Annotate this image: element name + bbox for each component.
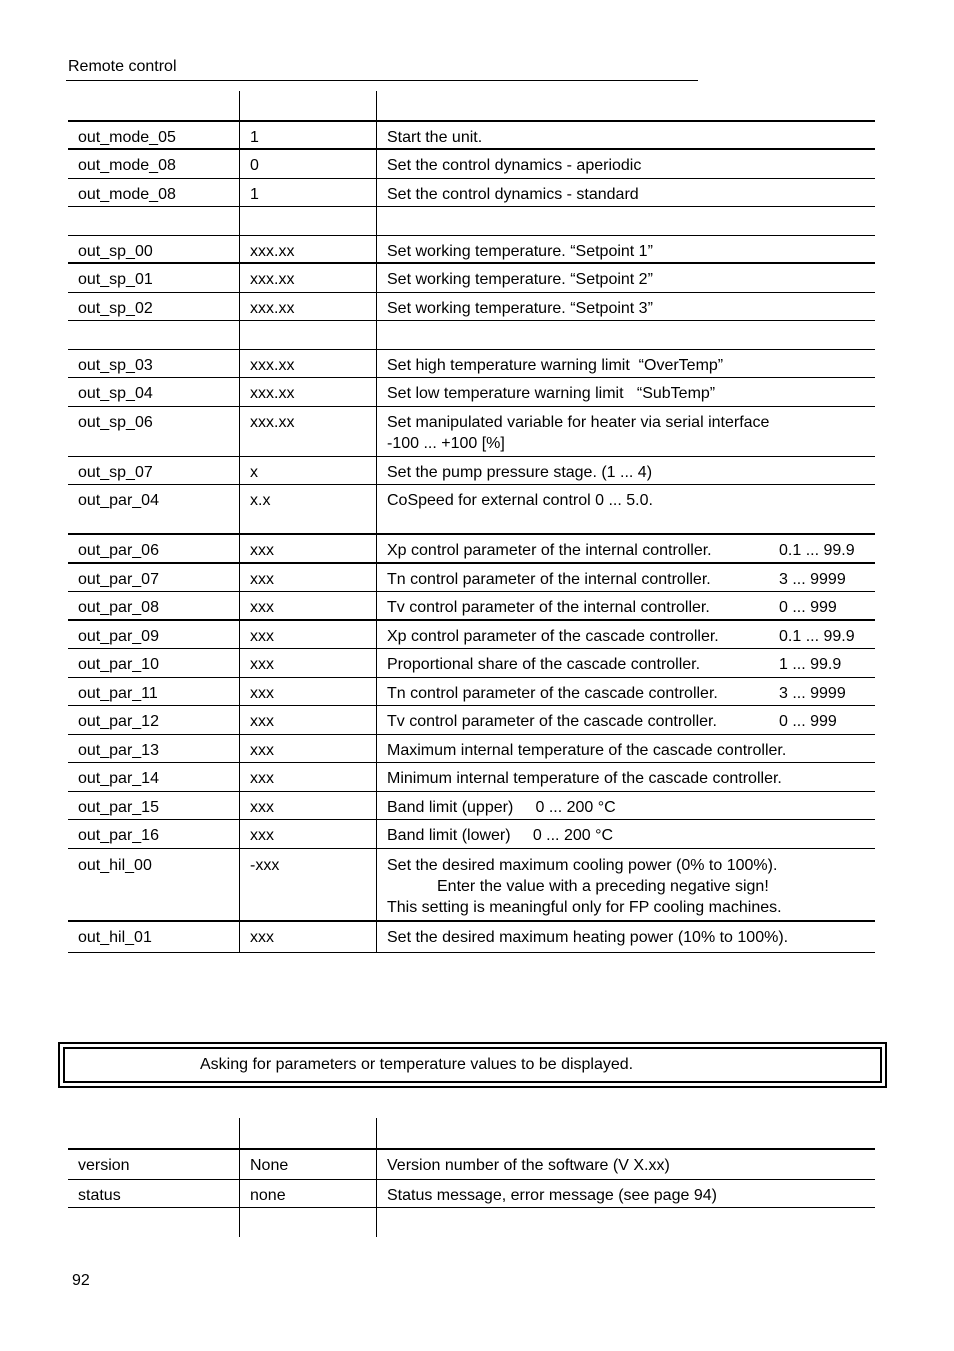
value-cell: xxx bbox=[239, 820, 376, 848]
command-cell: out_sp_02 bbox=[78, 300, 153, 317]
command-table bbox=[68, 91, 875, 953]
description-cell bbox=[376, 407, 875, 456]
description-cell bbox=[376, 649, 875, 677]
command-cell: out_par_14 bbox=[78, 770, 159, 787]
table-row bbox=[68, 485, 875, 535]
value-cell: xxx bbox=[239, 592, 376, 619]
description-cell: Maximum internal temperature of the cascade controller. bbox=[376, 735, 875, 762]
command-cell: out_par_06 bbox=[78, 542, 159, 559]
table-row-empty bbox=[68, 321, 875, 350]
description-cell bbox=[376, 678, 875, 705]
description-text: Xp control parameter of the cascade controller. bbox=[387, 628, 719, 645]
description-cell bbox=[376, 564, 875, 591]
command-cell: out_par_04 bbox=[78, 492, 159, 509]
table-row bbox=[68, 236, 875, 264]
command-cell: out_par_10 bbox=[78, 656, 159, 673]
section-box-text: Asking for parameters or temperature values to be displayed. bbox=[200, 1056, 634, 1073]
table-row bbox=[68, 564, 875, 592]
table-row bbox=[68, 922, 875, 953]
description-cell: Start the unit. bbox=[376, 122, 875, 148]
command-cell: out_sp_07 bbox=[78, 464, 153, 481]
command-cell: out_sp_01 bbox=[78, 271, 153, 288]
value-cell: xxx bbox=[239, 535, 376, 562]
command-cell: out_sp_04 bbox=[78, 385, 153, 402]
description-cell: Set low temperature warning limit “SubTemp” bbox=[376, 378, 875, 406]
table-row bbox=[68, 264, 875, 293]
range-text: 0 ... 999 bbox=[779, 713, 837, 730]
value-cell: xxx.xx bbox=[239, 236, 376, 262]
description-cell: Set working temperature. “Setpoint 1” bbox=[376, 236, 875, 262]
table-row bbox=[68, 678, 875, 706]
description-cell: CoSpeed for external control 0 ... 5.0. bbox=[376, 485, 875, 533]
value-cell: 1 bbox=[239, 179, 376, 206]
value-cell: None bbox=[239, 1150, 376, 1179]
description-cell: Set high temperature warning limit “OverTemp” bbox=[376, 350, 875, 377]
range-text: 0.1 ... 99.9 bbox=[779, 628, 855, 645]
running-header: Remote control bbox=[68, 58, 177, 75]
command-cell: out_par_13 bbox=[78, 742, 159, 759]
description-text: Xp control parameter of the internal controller. bbox=[387, 542, 712, 559]
table-row bbox=[68, 592, 875, 621]
table-row bbox=[68, 350, 875, 378]
page-number: 92 bbox=[72, 1272, 90, 1289]
value-cell: xxx.xx bbox=[239, 293, 376, 320]
description-cell bbox=[376, 849, 875, 920]
value-cell: -xxx bbox=[239, 849, 376, 920]
value-cell: xxx bbox=[239, 649, 376, 677]
range-text: 1 ... 99.9 bbox=[779, 656, 842, 673]
table-row bbox=[68, 621, 875, 649]
description-cell: Version number of the software (V X.xx) bbox=[376, 1150, 875, 1179]
value-cell: xxx bbox=[239, 706, 376, 734]
table-header-row bbox=[68, 1118, 875, 1150]
description-cell: Set the pump pressure stage. (1 ... 4) bbox=[376, 457, 875, 484]
description-line: Set manipulated variable for heater via serial interface bbox=[387, 414, 770, 431]
value-cell: none bbox=[239, 1180, 376, 1207]
section-box bbox=[58, 1042, 887, 1088]
description-text: Tv control parameter of the internal controller. bbox=[387, 599, 710, 616]
value-cell: xxx.xx bbox=[239, 350, 376, 377]
range-text: 3 ... 9999 bbox=[779, 571, 846, 588]
section-box-inner bbox=[63, 1047, 882, 1083]
description-line: This setting is meaningful only for FP cooling machines. bbox=[387, 899, 782, 916]
table-row bbox=[68, 121, 875, 150]
value-cell: xxx.xx bbox=[239, 378, 376, 406]
description-cell: Set the control dynamics - standard bbox=[376, 179, 875, 206]
value-cell: 1 bbox=[239, 122, 376, 148]
description-cell bbox=[376, 706, 875, 734]
value-cell: xxx bbox=[239, 564, 376, 591]
table-row bbox=[68, 735, 875, 763]
value-cell: xxx.xx bbox=[239, 264, 376, 292]
description-cell bbox=[376, 535, 875, 562]
description-cell: Set the desired maximum heating power (10% to 100%). bbox=[376, 922, 875, 952]
description-cell bbox=[376, 621, 875, 648]
range-text: 0.1 ... 99.9 bbox=[779, 542, 855, 559]
command-cell: out_par_12 bbox=[78, 713, 159, 730]
table-row bbox=[68, 457, 875, 485]
description-line: Set the desired maximum cooling power (0% to 100%). bbox=[387, 857, 778, 874]
command-cell: status bbox=[78, 1187, 121, 1204]
command-cell: out_par_16 bbox=[78, 827, 159, 844]
description-cell: Set the control dynamics - aperiodic bbox=[376, 150, 875, 178]
table-row bbox=[68, 535, 875, 564]
description-text: Tv control parameter of the cascade controller. bbox=[387, 713, 717, 730]
command-cell: out_hil_01 bbox=[78, 929, 152, 946]
table-row bbox=[68, 849, 875, 922]
table-row bbox=[68, 649, 875, 678]
command-cell: out_mode_08 bbox=[78, 157, 176, 174]
command-cell: out_par_07 bbox=[78, 571, 159, 588]
command-cell: out_par_08 bbox=[78, 599, 159, 616]
description-text: Tn control parameter of the internal controller. bbox=[387, 571, 711, 588]
value-cell: x bbox=[239, 457, 376, 484]
table-header-row bbox=[68, 91, 875, 121]
command-cell: out_par_15 bbox=[78, 799, 159, 816]
table-row bbox=[68, 378, 875, 407]
value-cell: x.x bbox=[239, 485, 376, 533]
table-row bbox=[68, 820, 875, 849]
command-cell: version bbox=[78, 1157, 130, 1174]
value-cell: xxx bbox=[239, 678, 376, 705]
table-row-empty bbox=[68, 1208, 875, 1237]
description-cell: Status message, error message (see page 94) bbox=[376, 1180, 875, 1207]
table-row bbox=[68, 1180, 875, 1208]
value-cell: xxx.xx bbox=[239, 407, 376, 456]
description-line: -100 ... +100 [%] bbox=[387, 435, 505, 452]
value-cell: xxx bbox=[239, 735, 376, 762]
value-cell: xxx bbox=[239, 763, 376, 791]
command-cell: out_hil_00 bbox=[78, 857, 152, 874]
table-row bbox=[68, 179, 875, 207]
table-row bbox=[68, 792, 875, 820]
range-text: 3 ... 9999 bbox=[779, 685, 846, 702]
command-cell: out_mode_05 bbox=[78, 129, 176, 146]
description-text: Tn control parameter of the cascade controller. bbox=[387, 685, 718, 702]
table-row bbox=[68, 1150, 875, 1180]
header-rule bbox=[66, 80, 698, 81]
description-cell bbox=[376, 592, 875, 619]
table-row bbox=[68, 763, 875, 792]
query-table bbox=[68, 1118, 875, 1237]
command-cell: out_par_09 bbox=[78, 628, 159, 645]
table-row bbox=[68, 150, 875, 179]
description-cell: Set working temperature. “Setpoint 3” bbox=[376, 293, 875, 320]
value-cell: 0 bbox=[239, 150, 376, 178]
range-text: 0 ... 999 bbox=[779, 599, 837, 616]
value-cell: xxx bbox=[239, 792, 376, 819]
value-cell: xxx bbox=[239, 621, 376, 648]
description-cell: Set working temperature. “Setpoint 2” bbox=[376, 264, 875, 292]
value-cell: xxx bbox=[239, 922, 376, 952]
description-line: Enter the value with a preceding negative sign! bbox=[437, 878, 769, 895]
table-row bbox=[68, 293, 875, 321]
command-cell: out_sp_06 bbox=[78, 414, 153, 431]
description-cell: Band limit (lower) 0 ... 200 °C bbox=[376, 820, 875, 848]
command-cell: out_mode_08 bbox=[78, 186, 176, 203]
description-text: Proportional share of the cascade controller. bbox=[387, 656, 701, 673]
command-cell: out_sp_03 bbox=[78, 357, 153, 374]
command-cell: out_sp_00 bbox=[78, 243, 153, 260]
table-row bbox=[68, 706, 875, 735]
table-row-empty bbox=[68, 207, 875, 236]
description-cell: Minimum internal temperature of the cascade controller. bbox=[376, 763, 875, 791]
command-cell: out_par_11 bbox=[78, 685, 158, 702]
description-cell: Band limit (upper) 0 ... 200 °C bbox=[376, 792, 875, 819]
table-row bbox=[68, 407, 875, 457]
